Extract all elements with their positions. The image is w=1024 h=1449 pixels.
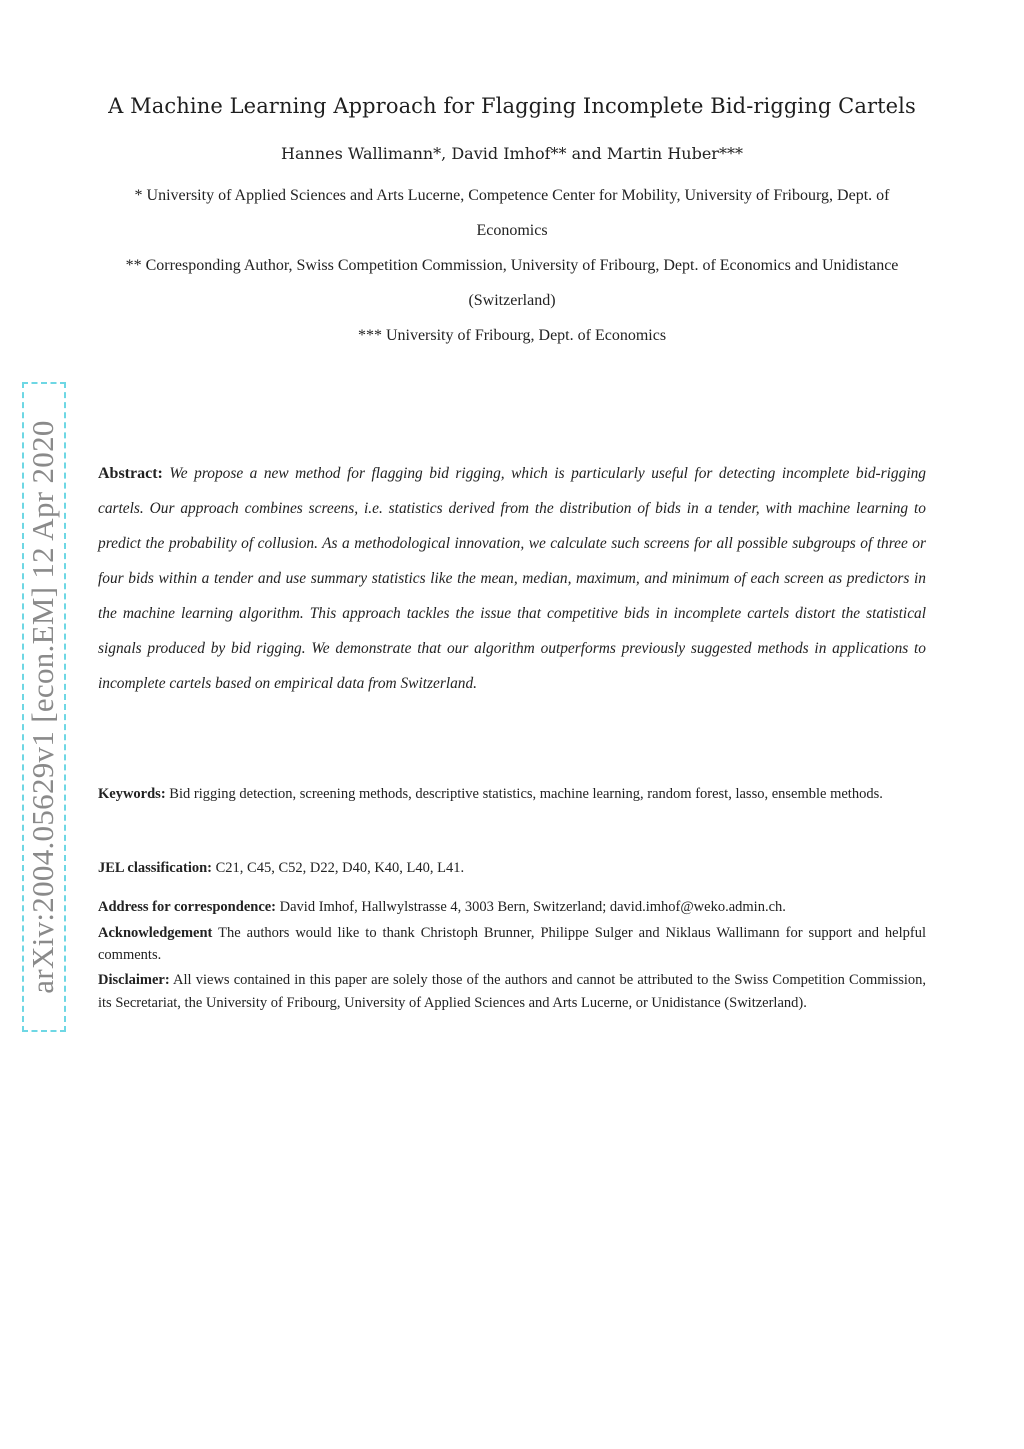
acknowledgement — [98, 922, 926, 966]
address-label: Address for correspondence: — [98, 899, 277, 915]
abstract — [98, 456, 926, 701]
keywords — [98, 777, 926, 812]
acknowledgement-text: The authors would like to thank Christoph Brunner, Philippe Sulger and Niklaus Wallimann for support and helpful comments. — [98, 925, 926, 963]
disclaimer-label: Disclaimer: — [98, 972, 170, 988]
keywords-text: Bid rigging detection, screening methods, descriptive statistics, machine learning, random forest, lasso, ensemble methods. — [169, 786, 883, 802]
correspondence-address — [98, 896, 926, 918]
abstract-text: We propose a new method for flagging bid rigging, which is particularly useful for detecting incomplete bid-rigging cartels. Our approach combines screens, i.e. statistics derived from the distribution of bids in a tender, with machine learning to predict the probability of collusion. As a methodological innovation, we calculate such screens for all possible subgroups of three or four bids within a tender and use summary statistics like the mean, median, maximum, and minimum of each screen as predictors in the machine learning algorithm. This approach tackles the issue that competitive bids in incomplete cartels distort the statistical signals produced by bid rigging. We demonstrate that our algorithm outperforms previously suggested methods in applications to incomplete cartels based on empirical data from Switzerland. — [98, 465, 926, 692]
affiliation-1: * University of Applied Sciences and Arts Lucerne, Competence Center for Mobility, University of Fribourg, Dept. of Economics — [134, 187, 890, 239]
keywords-label: Keywords: — [98, 786, 166, 802]
author-list: Hannes Wallimann*, David Imhof** and Martin Huber*** — [281, 144, 743, 163]
paper-title: A Machine Learning Approach for Flagging Incomplete Bid-rigging Cartels — [108, 94, 916, 118]
jel-label: JEL classification: — [98, 860, 212, 876]
jel-classification — [98, 851, 926, 886]
disclaimer — [98, 969, 926, 1015]
affiliation-2: ** Corresponding Author, Swiss Competition Commission, University of Fribourg, Dept. of Economics and Unidistance (Switzerland) — [125, 257, 899, 309]
affiliation-3: *** University of Fribourg, Dept. of Economics — [357, 327, 667, 344]
arxiv-identifier[interactable]: arXiv:2004.05629v1 [econ.EM] 12 Apr 2020 — [25, 420, 60, 994]
acknowledgement-label: Acknowledgement — [98, 925, 213, 941]
address-text: David Imhof, Hallwylstrasse 4, 3003 Bern, Switzerland; david.imhof@weko.admin.ch. — [279, 899, 786, 915]
abstract-label: Abstract: — [98, 465, 163, 482]
disclaimer-text: All views contained in this paper are solely those of the authors and cannot be attributed to the Swiss Competition Commission, its Secretariat, the University of Fribourg, University of Applied Sciences and Arts Lucerne, or Unidistance (Switzerland). — [98, 972, 927, 1011]
jel-codes: C21, C45, C52, D22, D40, K40, L40, L41. — [215, 860, 465, 876]
